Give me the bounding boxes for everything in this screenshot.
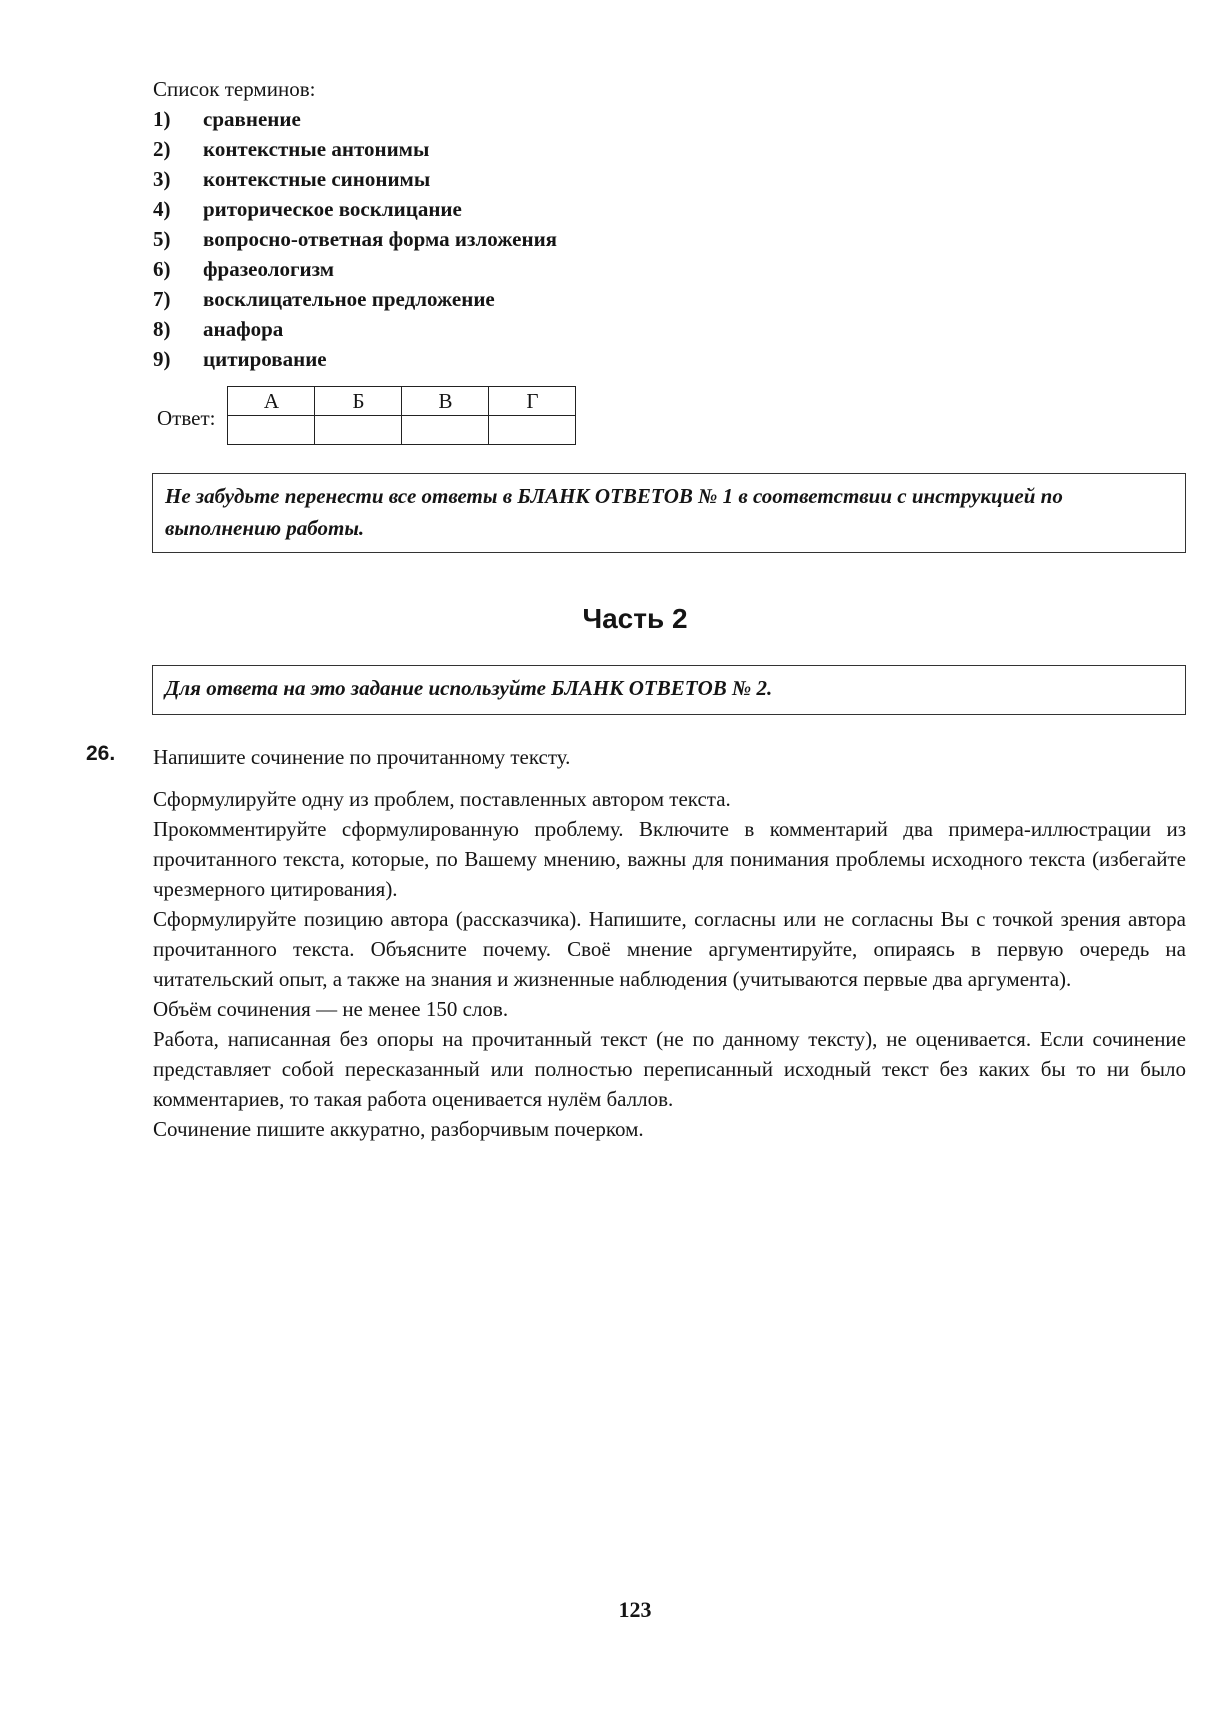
part-title: Часть 2 [582, 603, 688, 634]
answer-cell[interactable] [228, 416, 315, 445]
task-paragraph: Объём сочинения — не менее 150 слов. [153, 997, 509, 1021]
task-number: 26. [86, 742, 116, 765]
answer-column-header: Б [315, 387, 402, 416]
term-text: вопросно-ответная форма изложения [203, 227, 558, 251]
term-text: сравнение [203, 107, 301, 131]
term-item [153, 314, 557, 344]
task-paragraph: Сочинение пишите аккуратно, разборчивым почерком. [153, 1117, 644, 1141]
term-number: 4) [153, 197, 171, 221]
term-number: 9) [153, 347, 171, 371]
task-paragraph: Прокомментируйте сформулированную проблему. Включите в комментарий два примера-иллюстрации из прочитанного текста, которые, по Вашему мнению, важны для понимания проблемы исходного текста (избегайте чрезмерного цитирования). [153, 817, 1186, 901]
term-text: контекстные синонимы [203, 167, 431, 191]
task-body [153, 742, 1186, 1144]
term-text: контекстные антонимы [203, 137, 430, 161]
terms-list [153, 74, 557, 374]
task-paragraph: Сформулируйте одну из проблем, поставленных автором текста. [153, 787, 731, 811]
term-number: 2) [153, 137, 171, 161]
term-item [153, 164, 557, 194]
answer-sheet-notice: Для ответа на это задание используйте БЛАНК ОТВЕТОВ № 2. [152, 665, 1186, 715]
term-item [153, 194, 557, 224]
answer-block [157, 386, 576, 445]
term-number: 6) [153, 257, 171, 281]
term-text: фразеологизм [203, 257, 335, 281]
answer-column-header: А [228, 387, 315, 416]
transfer-answers-notice: Не забудьте перенести все ответы в БЛАНК ОТВЕТОВ № 1 в соответствии с инструкцией по выполнению работы. [152, 473, 1186, 553]
term-item [153, 224, 557, 254]
answer-cell[interactable] [402, 416, 489, 445]
answer-column-header: В [402, 387, 489, 416]
term-text: риторическое восклицание [203, 197, 462, 221]
term-item [153, 284, 557, 314]
terms-title: Список терминов: [153, 77, 316, 101]
term-text: цитирование [203, 347, 327, 371]
term-number: 1) [153, 107, 171, 131]
term-item [153, 104, 557, 134]
page-number: 123 [618, 1597, 652, 1622]
task-paragraph: Работа, написанная без опоры на прочитанный текст (не по данному тексту), не оценивается. Если сочинение представляет собой пересказанный или полностью переписанный исходный текст без каких бы то ни было комментариев, то такая работа оценивается нулём баллов. [153, 1027, 1186, 1111]
term-number: 8) [153, 317, 171, 341]
answer-cell[interactable] [315, 416, 402, 445]
term-item [153, 254, 557, 284]
term-number: 5) [153, 227, 171, 251]
answer-cell[interactable] [489, 416, 576, 445]
answer-column-header: Г [489, 387, 576, 416]
term-item [153, 344, 557, 374]
term-number: 7) [153, 287, 171, 311]
term-number: 3) [153, 167, 171, 191]
term-item [153, 134, 557, 164]
task-paragraph: Сформулируйте позицию автора (рассказчика). Напишите, согласны или не согласны Вы с точкой зрения автора прочитанного текста. Объясните почему. Своё мнение аргументируйте, опираясь в первую очередь на читательский опыт, а также на знания и жизненные наблюдения (учитываются первые два аргумента). [153, 907, 1186, 991]
answer-table [227, 386, 576, 445]
term-text: восклицательное предложение [203, 287, 495, 311]
answer-label: Ответ: [157, 406, 216, 430]
term-text: анафора [203, 317, 284, 341]
task-lead: Напишите сочинение по прочитанному тексту. [153, 745, 571, 769]
